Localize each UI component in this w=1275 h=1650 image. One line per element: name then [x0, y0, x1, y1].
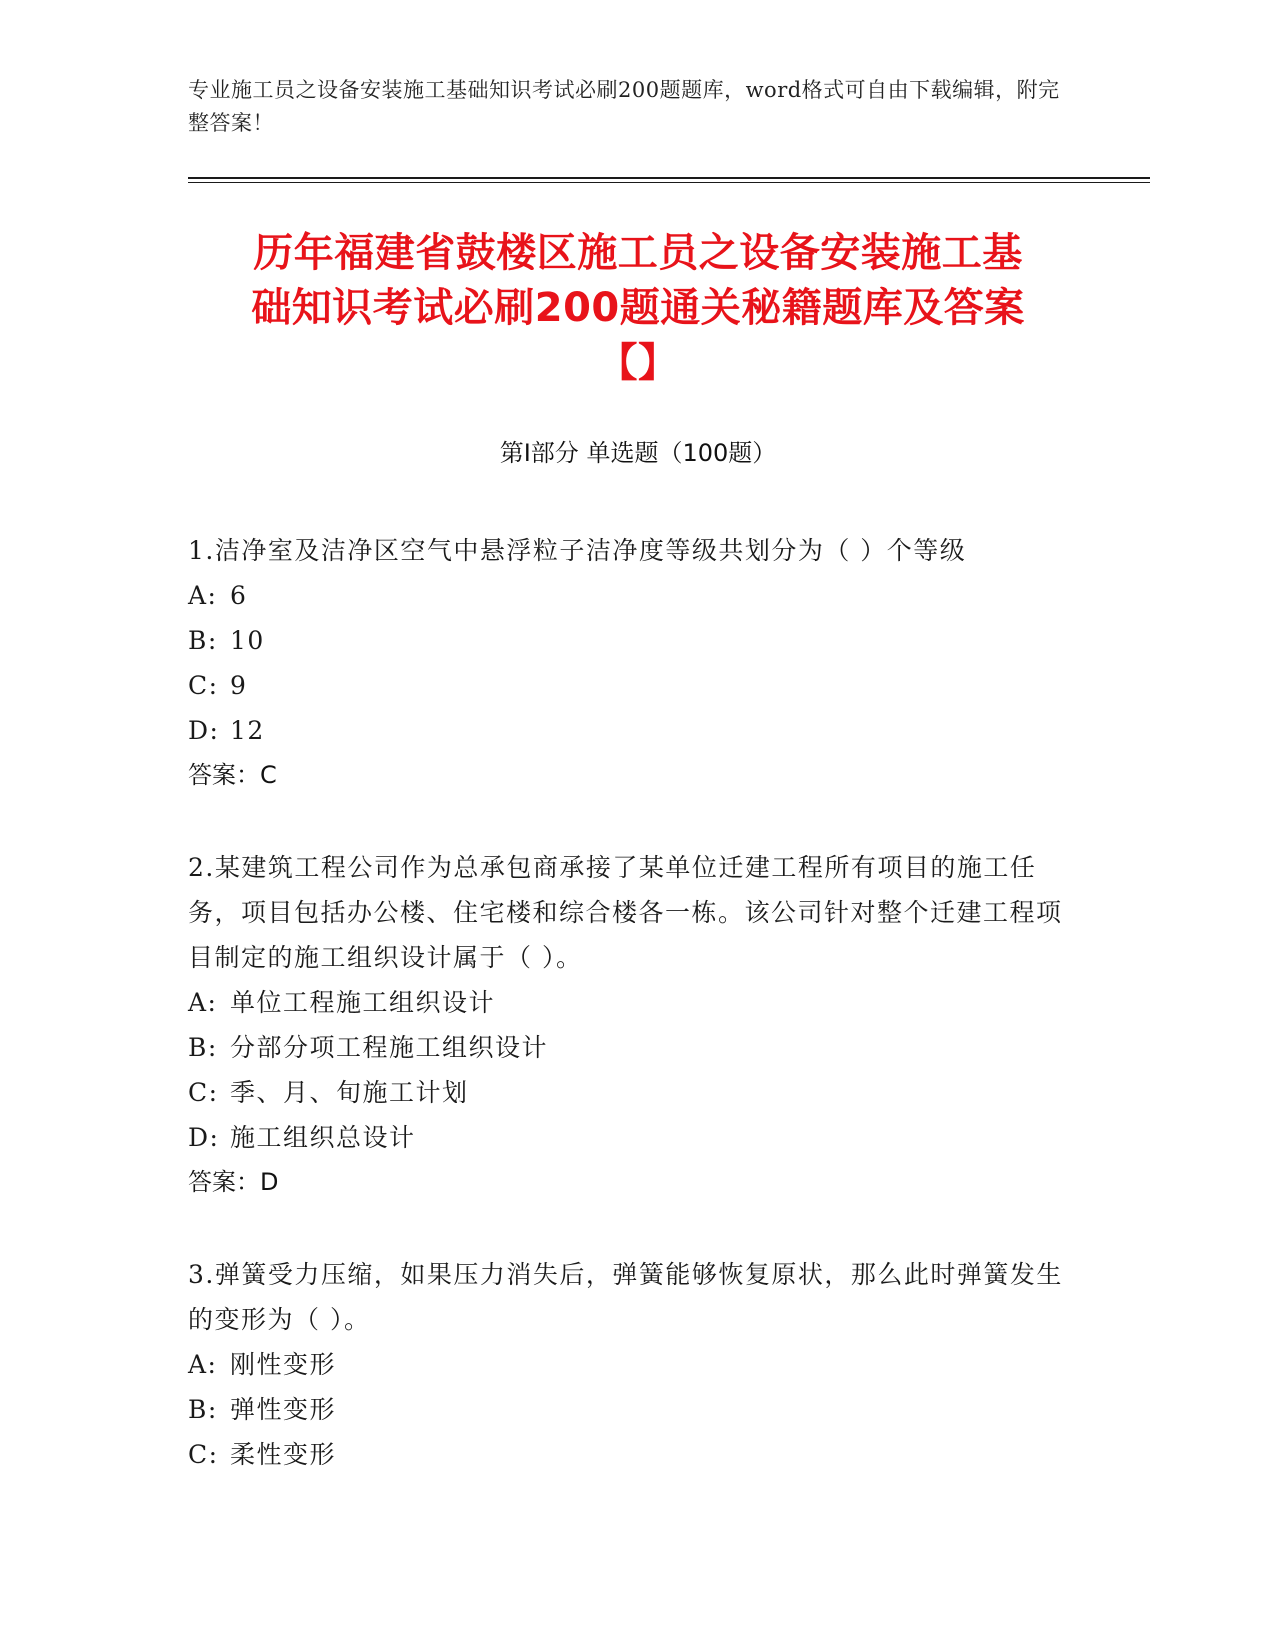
question-stem: 1.洁净室及洁净区空气中悬浮粒子洁净度等级共划分为（ ）个等级 [188, 536, 967, 565]
option-letter: D: [188, 716, 220, 745]
option-a [188, 980, 1068, 1025]
option-text: 分部分项工程施工组织设计 [230, 1033, 549, 1062]
option-text: 10 [230, 626, 265, 655]
option-text: 柔性变形 [230, 1440, 337, 1469]
option-letter: C: [188, 671, 219, 700]
section-heading: 第Ⅰ部分 单选题（100题） [499, 439, 777, 467]
option-letter: C: [188, 1440, 219, 1469]
option-d [188, 1115, 1068, 1160]
option-c [188, 663, 1068, 708]
option-text: 弹性变形 [230, 1395, 337, 1424]
question-1 [188, 528, 1068, 798]
option-text: 季、月、旬施工计划 [230, 1078, 469, 1107]
question-2 [188, 845, 1068, 1205]
option-letter: A: [188, 988, 218, 1017]
option-text: 单位工程施工组织设计 [230, 988, 496, 1017]
option-letter: B: [188, 1033, 218, 1062]
option-text: 12 [230, 716, 265, 745]
answer-line: 答案：D [188, 1168, 279, 1196]
option-letter: B: [188, 626, 218, 655]
option-letter: D: [188, 1123, 220, 1152]
question-list [188, 528, 1068, 1524]
answer-line: 答案：C [188, 761, 277, 789]
option-b [188, 1387, 1068, 1432]
option-d [188, 708, 1068, 753]
document-title [188, 226, 1088, 391]
title-line: 历年福建省鼓楼区施工员之设备安装施工基 [253, 230, 1023, 276]
question-stem: 3.弹簧受力压缩，如果压力消失后，弹簧能够恢复原状，那么此时弹簧发生的变形为（ ）。 [188, 1260, 1063, 1334]
option-letter: B: [188, 1395, 218, 1424]
option-text: 施工组织总设计 [230, 1123, 416, 1152]
option-b [188, 1025, 1068, 1070]
question-3 [188, 1252, 1068, 1477]
option-letter: A: [188, 581, 218, 610]
question-stem: 2.某建筑工程公司作为总承包商承接了某单位迁建工程所有项目的施工任务，项目包括办公楼、住宅楼和综合楼各一栋。该公司针对整个迁建工程项目制定的施工组织设计属于（ ）。 [188, 853, 1063, 972]
option-text: 9 [230, 671, 248, 700]
option-c [188, 1070, 1068, 1115]
header-note: 专业施工员之设备安装施工基础知识考试必刷200题题库，word格式可自由下载编辑，附完整答案！ [188, 78, 1060, 135]
option-letter: A: [188, 1350, 218, 1379]
option-c [188, 1432, 1068, 1477]
title-line: 【】 [597, 340, 679, 386]
title-line: 础知识考试必刷200题通关秘籍题库及答案 [251, 285, 1025, 331]
option-a [188, 1342, 1068, 1387]
option-b [188, 618, 1068, 663]
option-text: 6 [230, 581, 248, 610]
option-letter: C: [188, 1078, 219, 1107]
option-a [188, 573, 1068, 618]
option-text: 刚性变形 [230, 1350, 337, 1379]
header-divider-thick [188, 177, 1150, 179]
header-divider-thin [188, 182, 1150, 183]
